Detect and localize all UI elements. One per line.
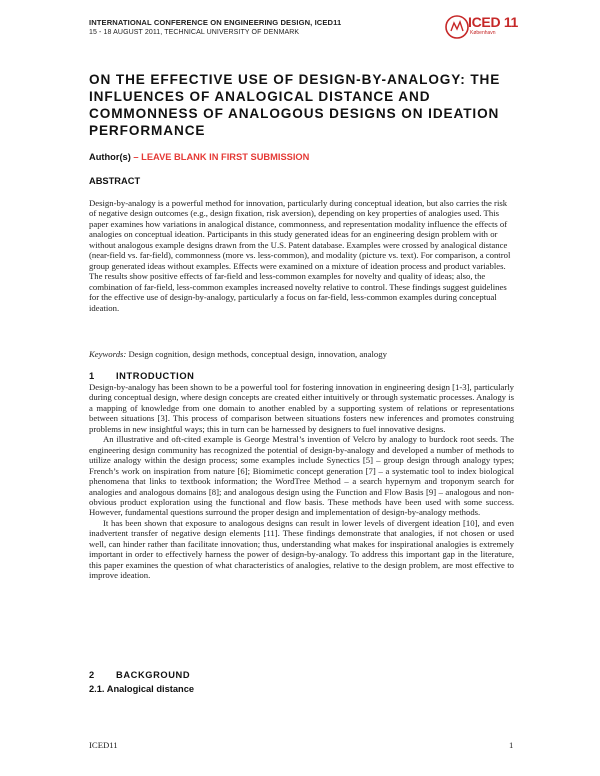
intro-paragraph: It has been shown that exposure to analogous designs can result in lower levels of divergent ideation [10], and even inadvertent transfer of negative design elements [11]. These findings demonstrate that analogies, if not chosen or used well, can hinder rather than facilitate innovation; thus, understanding what makes for inspirational analogies is extremely important in order to effectively harness the power of design-by-analogy. To address this important gap in the literature, this paper examines the question of what characteristics of analogies, relative to the design problem, are most effective to improve ideation. bbox=[89, 517, 514, 581]
paper-title: ON THE EFFECTIVE USE OF DESIGN-BY-ANALOGY: THE INFLUENCES OF ANALOGICAL DISTANCE AND COMMONNESS OF ANALOGOUS DESIGNS ON IDEATION PERFORMANCE bbox=[89, 72, 501, 138]
introduction-body bbox=[89, 382, 514, 581]
section-title: INTRODUCTION bbox=[116, 371, 195, 381]
keywords-label: Keywords: bbox=[89, 349, 127, 359]
section-number: 1 bbox=[89, 371, 95, 381]
section-heading-introduction bbox=[89, 371, 194, 381]
intro-paragraph: An illustrative and oft-cited example is George Mestral’s invention of Velcro by analogy to burdock root seeds. The engineering design community has recognized the potential of design-by-analogy and developed a number of methods to utilize analogy within the design process; some examples include Synectics [5] – group design through analogy types; French’s work on inspiration from nature [6]; Biomimetic concept generation [7] – a systematic tool to index biological phenomena that links to textbook information; the WordTree Method – a search hypernym and troponym search for analogies and analogous domains [8]; and analogous design using the Function and Flow Basis [9] – analogous and non-obvious product exploration using the functional and flow basis. These methods have been used with some success. However, fundamental questions surround the proper design and implementation of design-by-analogy methods. bbox=[89, 434, 514, 518]
keywords-text: Design cognition, design methods, conceptual design, innovation, analogy bbox=[126, 349, 387, 359]
section-number: 2 bbox=[89, 670, 95, 680]
section-heading-background bbox=[89, 670, 190, 680]
logo-subtext: København bbox=[470, 30, 496, 36]
authors-label: Author(s) bbox=[89, 152, 131, 162]
keywords-line bbox=[89, 349, 514, 359]
conference-dates: 15 - 18 AUGUST 2011, TECHNICAL UNIVERSITY OF DENMARK bbox=[89, 29, 300, 36]
iced-logo bbox=[444, 13, 519, 41]
conference-header bbox=[89, 18, 341, 38]
intro-paragraph: Design-by-analogy has been shown to be a powerful tool for fostering innovation in engineering design [1-3], particularly during conceptual design, where design concepts are created either intuitively or through systematic processes. Analogy is a mapping of knowledge from one domain to another enabled by a supporting system of relations or representations between situations [3]. This process of comparison between situations fosters new inferences and promotes construing problems in new insightful ways; this in turn can be harnessed by designers to fuel innovative designs. bbox=[89, 382, 514, 434]
conference-name: INTERNATIONAL CONFERENCE ON ENGINEERING DESIGN, ICED11 bbox=[89, 18, 342, 27]
section-title: BACKGROUND bbox=[116, 670, 191, 680]
page-number: 1 bbox=[509, 740, 514, 750]
authors-line bbox=[89, 152, 309, 162]
authors-note: – LEAVE BLANK IN FIRST SUBMISSION bbox=[130, 152, 310, 162]
footer-label: ICED11 bbox=[89, 740, 118, 750]
abstract-text: Design-by-analogy is a powerful method for innovation, particularly during conceptual ideation, but also carries the risk of negative design outcomes (e.g., design fixation, risk aversion), depending on key properties of analogies used. This paper examines how variations in analogical distance, commonness, and representation modality influence the effects of analogies on conceptual ideation. Participants in this study generated ideas for an engineering design problem with or without analogous example designs drawn from the U.S. Patent database. Examples were crossed by analogical distance (near-field vs. far-field), commonness (more vs. less-common), and modality (picture vs. text). For comparison, a control group generated ideas without examples. Effects were examined on a mixture of ideation process and product variables. The results show positive effects of far-field and less-common examples for novelty and quality of ideas; also, the combination of far-field, less-common examples increased novelty relative to control. These findings suggest guidelines for the effective use of design-by-analogy, particularly a focus on far-field, less-common examples during conceptual ideation. bbox=[89, 198, 511, 313]
abstract-heading: ABSTRACT bbox=[89, 176, 141, 186]
subsection-heading: 2.1. Analogical distance bbox=[89, 684, 195, 694]
logo-emblem-icon bbox=[444, 14, 470, 40]
logo-text: ICED 11 bbox=[468, 14, 519, 30]
